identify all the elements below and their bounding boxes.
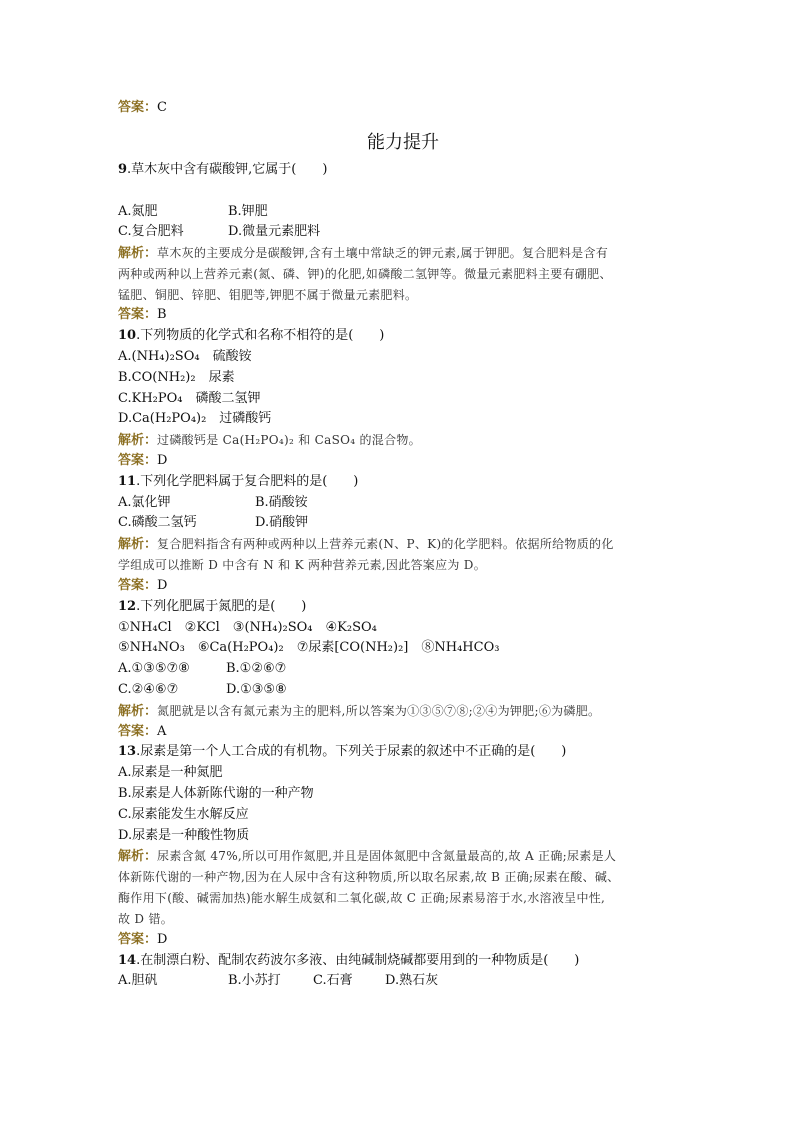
q11-option-c: C.磷酸二氢钙 xyxy=(118,515,197,530)
q11-answer: 答案：D xyxy=(118,578,168,593)
q10-option-a: A.(NH₄)₂SO₄ 硫酸铵 xyxy=(118,349,252,364)
q12-option-c: C.②④⑥⑦ xyxy=(118,682,179,697)
q14-option-d: D.熟石灰 xyxy=(385,973,439,988)
q9-explanation-3: 锰肥、铜肥、锌肥、钼肥等,钾肥不属于微量元素肥料。 xyxy=(118,288,418,302)
q11-option-a: A.氯化钾 xyxy=(118,495,171,510)
q14-options-row xyxy=(118,972,438,990)
q10-option-c: C.KH₂PO₄ 磷酸二氢钾 xyxy=(118,391,261,406)
q14-option-a: A.胆矾 xyxy=(118,973,158,988)
q11-options-row2 xyxy=(118,514,308,532)
q9-explanation-2: 两种或两种以上营养元素(氮、磷、钾)的化肥,如磷酸二氢钾等。微量元素肥料主要有硼肥、 xyxy=(118,267,612,281)
q12-options-row1 xyxy=(118,660,286,678)
q12-answer: 答案：A xyxy=(118,724,167,739)
q9-answer: 答案：B xyxy=(118,307,167,322)
q12-option-b: B.①②⑥⑦ xyxy=(226,661,287,676)
q11-options-row1 xyxy=(118,494,308,512)
q12-options-row2 xyxy=(118,681,287,699)
q9-option-a: A.氮肥 xyxy=(118,204,158,219)
q13-option-a: A.尿素是一种氮肥 xyxy=(118,765,223,780)
question-9: 9.草木灰中含有碳酸钾,它属于( ) xyxy=(118,162,328,177)
q12-option-d: D.①③⑤⑧ xyxy=(226,682,287,697)
q13-option-d: D.尿素是一种酸性物质 xyxy=(118,828,250,843)
question-14: 14.在制漂白粉、配制农药波尔多液、由纯碱制烧碱都要用到的一种物质是( ) xyxy=(118,953,580,968)
q11-explanation-1: 解析：复合肥料指含有两种或两种以上营养元素(N、P、K)的化学肥料。依据所给物质的化 xyxy=(118,537,614,552)
q13-answer: 答案：D xyxy=(118,932,168,947)
q13-explanation-1: 解析：尿素含氮 47%,所以可用作氮肥,并且是固体氮肥中含氮量最高的,故 A 正确;尿素是人 xyxy=(118,849,617,864)
q13-explanation-4: 故 D 错。 xyxy=(118,912,174,926)
q13-explanation-3: 酶作用下(酸、碱需加热)能水解生成氨和二氧化碳,故 C 正确;尿素易溶于水,水溶液呈中性, xyxy=(118,891,606,905)
q13-option-c: C.尿素能发生水解反应 xyxy=(118,807,249,822)
q14-option-b: B.小苏打 xyxy=(228,973,281,988)
q10-answer: 答案：D xyxy=(118,453,168,468)
q11-option-b: B.硝酸铵 xyxy=(255,495,308,510)
q9-explanation-1: 解析：草木灰的主要成分是碳酸钾,含有土壤中常缺乏的钾元素,属于钾肥。复合肥料是含有 xyxy=(118,246,609,261)
q11-option-d: D.硝酸钾 xyxy=(255,515,309,530)
question-10: 10.下列物质的化学式和名称不相符的是( ) xyxy=(118,328,385,343)
q12-items-row2: ⑤NH₄NO₃ ⑥Ca(H₂PO₄)₂ ⑦尿素[CO(NH₂)₂] ⑧NH₄HCO₃ xyxy=(118,640,500,655)
section-title: 能力提升 xyxy=(367,132,439,153)
q13-explanation-2: 体新陈代谢的一种产物,因为在人尿中含有这种物质,所以取名尿素,故 B 正确;尿素在酸、碱、 xyxy=(118,870,620,884)
question-12: 12.下列化肥属于氮肥的是( ) xyxy=(118,599,307,614)
q10-option-b: B.CO(NH₂)₂ 尿素 xyxy=(118,370,235,385)
q9-option-d: D.微量元素肥料 xyxy=(228,224,321,239)
q13-option-b: B.尿素是人体新陈代谢的一种产物 xyxy=(118,786,314,801)
q11-explanation-2: 学组成可以推断 D 中含有 N 和 K 两种营养元素,因此答案应为 D。 xyxy=(118,558,487,572)
question-11: 11.下列化学肥料属于复合肥料的是( ) xyxy=(118,474,359,489)
q9-option-c: C.复合肥料 xyxy=(118,224,184,239)
q9-option-b: B.钾肥 xyxy=(228,204,268,219)
q10-explanation: 解析：过磷酸钙是 Ca(H₂PO₄)₂ 和 CaSO₄ 的混合物。 xyxy=(118,433,421,448)
q10-option-d: D.Ca(H₂PO₄)₂ 过磷酸钙 xyxy=(118,411,272,426)
top-answer: 答案：C xyxy=(118,100,167,115)
q12-explanation: 解析：氮肥就是以含有氮元素为主的肥料,所以答案为①③⑤⑦⑧;②④为钾肥;⑥为磷肥。 xyxy=(118,704,601,719)
q9-options-row2 xyxy=(118,223,320,241)
q14-option-c: C.石膏 xyxy=(313,973,353,988)
question-13: 13.尿素是第一个人工合成的有机物。下列关于尿素的叙述中不正确的是( ) xyxy=(118,744,567,759)
q12-items-row1: ①NH₄Cl ②KCl ③(NH₄)₂SO₄ ④K₂SO₄ xyxy=(118,620,377,635)
q12-option-a: A.①③⑤⑦⑧ xyxy=(118,661,190,676)
q9-options-row1 xyxy=(118,203,268,221)
